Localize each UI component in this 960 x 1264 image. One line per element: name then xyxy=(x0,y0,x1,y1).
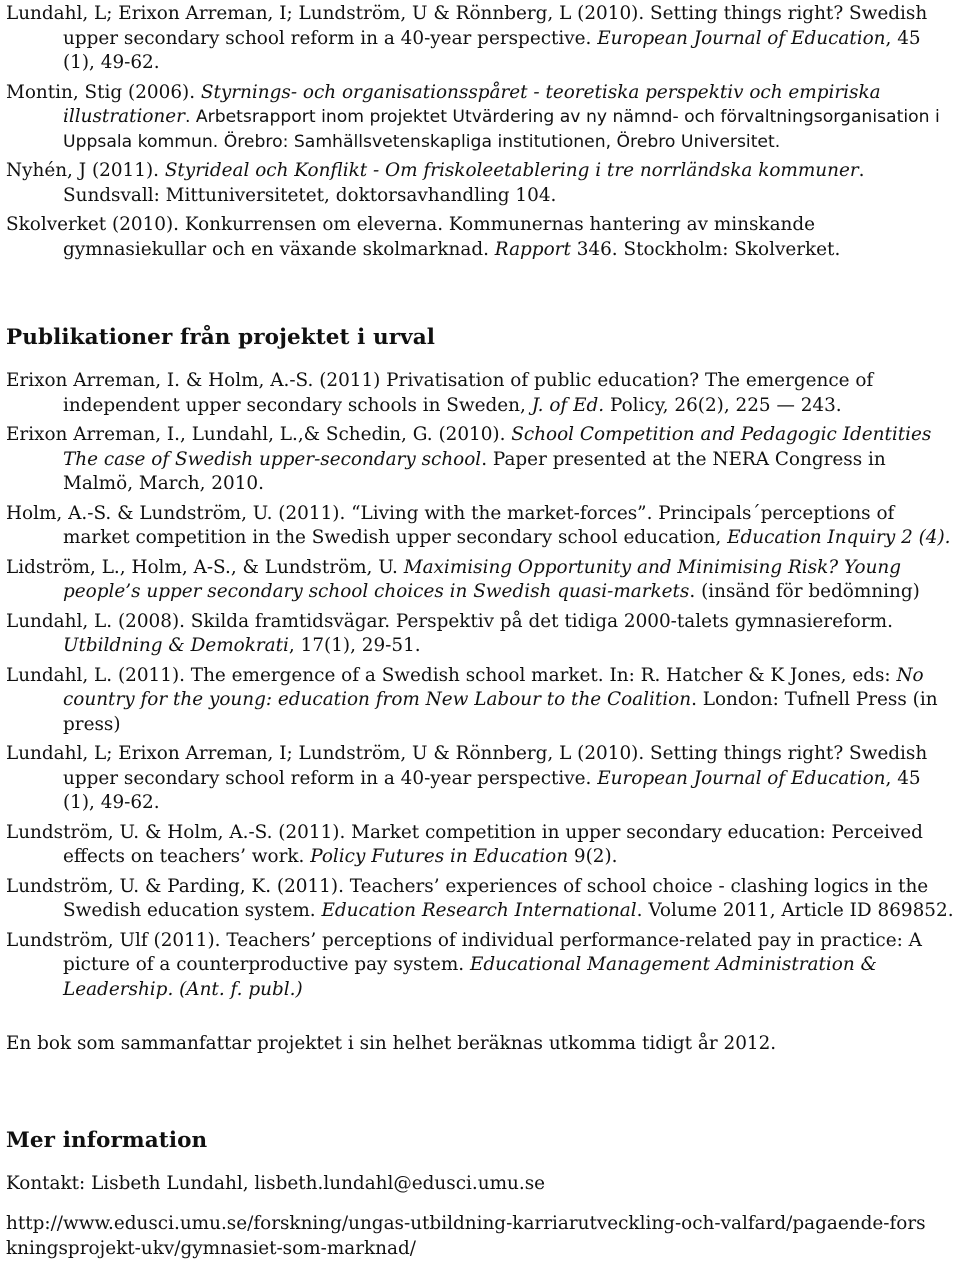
publication-text: Lundahl, L; Erixon Arreman, I; Lundström, U & Rönnberg, L (2010). Setting things right? Swedish upper secondary school reform in a 40-year perspective. xyxy=(6,743,928,789)
publication-entry xyxy=(6,423,956,497)
reference-source: Styrideal och Konflikt - Om friskoleetablering i tre norrländska kommuner xyxy=(164,160,859,181)
publication-text: . London: Tufnell Press (in press) xyxy=(63,689,938,735)
reference-entry xyxy=(6,81,956,155)
reference-text: . Sundsvall: Mittuniversitetet, doktorsavhandling 104. xyxy=(63,160,865,206)
reference-source: Styrnings- och organisationsspåret - teoretiska perspektiv och empiriska illustrationer xyxy=(63,81,881,127)
reference-text: Lundahl, L; Erixon Arreman, I; Lundström, U & Rönnberg, L (2010). Setting things right? Swedish upper secondary school reform in a 40-year perspective. xyxy=(6,3,928,49)
publication-text: , 17(1), 29-51. xyxy=(288,635,421,656)
reference-text: . Arbetsrapport inom projektet Utvärdering av ny nämnd- och förvaltningsorganisation i Uppsala kommun. Örebro: Samhällsvetenskapliga institutionen, Örebro Universitet. xyxy=(63,107,940,152)
reference-text: 346. Stockholm: Skolverket. xyxy=(570,238,841,260)
publication-text: Lidström, L., Holm, A-S., & Lundström, U. xyxy=(6,556,404,578)
publication-source: Policy Futures in Education xyxy=(310,846,569,867)
contact-line: Kontakt: Lisbeth Lundahl, lisbeth.lundahl@edusci.umu.se xyxy=(6,1173,546,1194)
publication-source: Education Research International xyxy=(321,900,637,921)
publication-source: School Competition and Pedagogic Identities The case of Swedish upper-secondary school xyxy=(63,424,932,470)
publication-text: Lundström, U. & Parding, K. (2011). Teachers’ experiences of school choice - clashing logics in the Swedish education system. xyxy=(6,875,929,921)
publication-text: , 45 (1), 49-62. xyxy=(63,767,921,813)
reference-text: , 45 (1), 49-62. xyxy=(63,27,921,73)
publication-source: European Journal of Education xyxy=(597,767,886,789)
publication-entry xyxy=(6,369,956,418)
publication-text: Policy, 26(2), 225 — 243. xyxy=(604,394,842,416)
publication-entry xyxy=(6,821,956,870)
reference-list-top xyxy=(6,2,956,267)
publication-entry xyxy=(6,664,956,738)
publication-text: Lundström, Ulf (2011). Teachers’ perceptions of individual performance-related pay in practice: A picture of a counterproductive pay system. xyxy=(6,929,922,975)
publication-entry xyxy=(6,875,956,924)
publication-source: No country for the young: education from New Labour to the Coalition xyxy=(63,664,924,710)
publication-entry xyxy=(6,610,956,659)
publication-text: Erixon Arreman, I., Lundahl, L.,& Schedin, G. (2010). xyxy=(6,424,512,445)
reference-text: Nyhén, J (2011). xyxy=(6,160,165,181)
publication-source: J. of Ed. xyxy=(531,394,605,416)
publication-entry xyxy=(6,502,956,551)
publication-text: Lundström, U. & Holm, A.-S. (2011). Market competition in upper secondary education: Perceived effects on teachers’ work. xyxy=(6,821,923,867)
publication-text: Erixon Arreman, I. & Holm, A.-S. (2011) Privatisation of public education? The emergence of independent upper secondary schools in Sweden, xyxy=(6,370,874,416)
publication-text: . (insänd för bedömning) xyxy=(689,581,920,602)
reference-text: Skolverket (2010). Konkurrensen om eleverna. Kommunernas hantering av minskande gymnasiekullar och en växande skolmarknad. xyxy=(6,214,816,260)
reference-entry xyxy=(6,2,956,76)
reference-entry xyxy=(6,159,956,208)
publication-source: Utbildning & Demokrati xyxy=(63,635,289,656)
publication-source: Educational Management Administration & Leadership. (Ant. f. publ.) xyxy=(63,954,877,1000)
publication-text: Lundahl, L. (2011). The emergence of a Swedish school market. In: R. Hatcher & K Jones, eds: xyxy=(6,664,897,686)
publication-text: 9(2). xyxy=(568,846,618,867)
project-url[interactable]: http://www.edusci.umu.se/forskning/ungas-utbildning-karriarutveckling-och-valfard/pagaende-forskningsprojekt-ukv/gymnasiet-som-marknad/ xyxy=(6,1213,926,1259)
publication-entry xyxy=(6,556,956,605)
reference-source: Rapport xyxy=(494,238,571,260)
publication-source: Education Inquiry 2 (4). xyxy=(727,527,951,548)
publication-text: . Volume 2011, Article ID 869852. xyxy=(636,900,954,921)
book-note: En bok som sammanfattar projektet i sin helhet beräknas utkomma tidigt år 2012. xyxy=(6,1033,777,1054)
publication-entry xyxy=(6,929,956,1003)
publication-text: Lundahl, L. (2008). Skilda framtidsvägar. Perspektiv på det tidiga 2000-talets gymnasiereform. xyxy=(6,610,893,632)
publications-heading: Publikationer från projektet i urval xyxy=(6,325,436,350)
publication-text: Holm, A.-S. & Lundström, U. (2011). “Living with the market-forces”. Principals´perceptions of market competition in the Swedish upper secondary school education, xyxy=(6,502,895,548)
publication-entry xyxy=(6,742,956,816)
publication-text: . Paper presented at the NERA Congress in Malmö, March, 2010. xyxy=(63,448,886,494)
reference-text: Montin, Stig (2006). xyxy=(6,81,201,103)
reference-source: European Journal of Education xyxy=(597,27,886,49)
publication-list xyxy=(6,369,956,1007)
more-info-heading: Mer information xyxy=(6,1128,208,1153)
publication-source: Maximising Opportunity and Minimising Risk? Young people’s upper secondary school choices in Swedish quasi-markets xyxy=(63,556,902,602)
reference-entry xyxy=(6,213,956,262)
